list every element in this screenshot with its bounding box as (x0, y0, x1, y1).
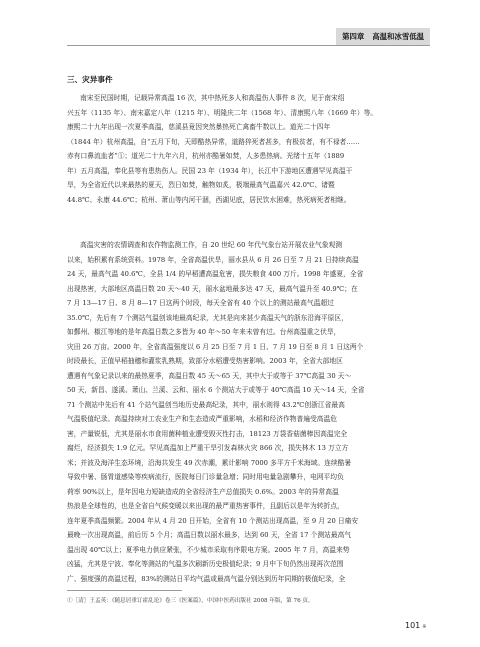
text-line: 35.0℃，先后有 7 个测站气温创该地最高纪录，尤其是向来甚少高温天气的浙东沿海平原区， (67, 313, 348, 322)
header-rule (67, 45, 430, 46)
text-line: 康熙二十九年出现一次夏季高温，慈溪县竟因突然暴热死亡禽畜牛数以上。道光二十四年 (67, 123, 331, 131)
text-line: 连年夏季高温频繁。2004 年从 4 月 20 日开始，全省有 10 个测站出现高温，至 9 月 20 日痛安 (67, 516, 359, 525)
page-number-block (405, 621, 426, 630)
text-line: 广、强度强的高温过程，83%的测站日平均气温或最高气温分别达到历年同期的极值纪录，全 (67, 574, 346, 583)
text-line: 71 个测站中先后有 41 个站气温创当地历史最高纪录，其中，丽水则得 43.2℃创浙江省最高 (67, 400, 345, 409)
page-number: 101 (405, 621, 421, 630)
section-heading: 三、灾异事件 (67, 75, 113, 84)
footnote: ①［清］王孟英：《随息居重订霍乱论》卷三《医案篇》，中国中医药出版社 2008 年版，第 76 页。 (67, 598, 314, 604)
text-line: 温出现 40℃以上；夏季电力供应紧张，不少城市采取有序限电方案。2005 年 7 月，高温来势 (67, 545, 350, 554)
text-line: 最晚一次出现高温，前后历 5 个月；高温日数以丽水最多，达到 60 天，全省 17 个测站最高气 (67, 531, 352, 539)
text-line: 如鄞州、椒江等地的是年高温日数之多皆为 40 年～50 年来未曾有过。台州高温重之伏旱， (67, 328, 341, 336)
text-line: 热浪是全球性的，也是全省自气候变暖以来出现的最严重热害事件，且副后以是年为转折点， (67, 502, 344, 510)
text-line: 44.8℃、永康 44.6℃；杭州、萧山等内河干涸，西湖见底，居民饮水困难，热死病死者相继。 (67, 195, 351, 204)
paragraph-modern (67, 238, 430, 586)
footnote-rule (67, 590, 182, 591)
text-line: 凶猛，尤其是宁波、奉化等测站的气温多次刷新历史极值纪录；9 月中下旬仍然出现再次范围 (67, 560, 344, 568)
text-line: 荷率 90%以上，是年因电力短缺造成的全省经济生产总值损失 0.6%。2003 年的异常高温 (67, 487, 339, 496)
text-line: 腐烂，经济损失 1.9 亿元。罕见高温加上严重干旱引发森林火灾 866 次，损失林木 13 万立方 (67, 444, 349, 452)
text-line: 出现热害，大部地区高温日数 20 天～40 天，丽水盆地最多达 47 天，最高气温升至 40.9℃；在 (67, 284, 358, 293)
text-line: 导致中暑、肠胃道感染等疾病流行，医院每日门诊量急增；同时用电量急剧攀升，电网平均负 (67, 473, 344, 481)
text-line: 时段最长，正值早稻抽穗和灌浆乳熟期，致部分水稻遭受热害影响。2003 年，全省大部地区 (67, 357, 343, 365)
text-line: 24 天，最高气温 40.6℃，全县 1/4 的早稻遭高温危害，损失粮食 400 万斤。1998 年盛夏，全省 (67, 270, 364, 278)
chapter-title: 高温和冰雪低温 (372, 32, 424, 41)
text-line: 年）五月高温，奉化县等有患热伤人。民国 23 年（1934 年），长江中下游地区遭遇罕见高温干 (67, 166, 353, 175)
text-line: 害，产量锐低，尤其是丽水市食用菌种植业遭受毁灭性打击，18123 万袋香菇菌棒因高温完全 (67, 429, 348, 438)
text-line: 旱，为全省近代以来最热的夏天，烈日如焚，触物如炙，极端最高气温嘉兴 42.0℃、诸暨 (67, 181, 335, 189)
text-line: 高温灾害的农情调查和农作物监测工作，自 20 世纪 60 年代气象台站开展农业气象观测 (80, 241, 343, 249)
text-line: （1844 年）杭州高温，自“五月下旬，天即酷热异常，道路猝死者甚多，有极贫者，有不禄者…… (67, 137, 360, 146)
text-line: 气温极值纪录。高温持续对工农业生产和生态造成严重影响，水稻和经济作物普遍受高温危 (67, 415, 338, 423)
paragraph-history (67, 91, 430, 207)
text-line: 灾田 26 万亩。2000 年，全省高温强度以 6 月 25 日至 7 月 1 日、7 月 19 日至 8 月 1 日这两个 (67, 342, 364, 351)
text-line: 赤有口鼻流血者”①；道光二十九年六月，杭州亦酷暑如焚，人多患热病。光绪十五年（1889 (67, 152, 345, 160)
page-ornament-icon: ※ (422, 624, 427, 630)
text-line: 遭遇有气象记录以来的最热夏季，高温日数 45 天～65 天，其中大于或等于 37℃高温 30 天～ (67, 371, 352, 380)
text-line: 50 天，新昌、遂溪、萧山、兰溪、云和、丽水 6 个测站大于或等于 40℃高温 10 天～14 天，全省 (67, 386, 365, 394)
text-line: 以来，始积累有系统资料。1978 年，全省高温伏旱，丽水县从 6 月 26 日至 7 月 21 日持续高温 (67, 255, 359, 264)
text-line: 米；并波及海洋生态环境，沿海共发生 49 次赤潮，累计影响 7000 多平方千米海域。连续酷暑 (67, 458, 352, 467)
chapter-label-box (336, 28, 430, 45)
text-line: 南宋至民国时期，记载异常高温 16 次，其中热死多人和高温伤人事件 8 次，见于南宋绍 (80, 94, 345, 102)
text-line: 7 月 13—17 日、8 月 8—17 日这两个时段，每天全省有 40 个以上的测站最高气温超过 (67, 299, 334, 307)
chapter-number: 第四章 (342, 32, 365, 41)
text-line: 兴五年（1135 年）、南宋嘉定八年（1215 年）、明隆庆二年（1568 年）、清康熙八年（1669 年）等。 (67, 108, 378, 117)
running-header (67, 28, 430, 45)
